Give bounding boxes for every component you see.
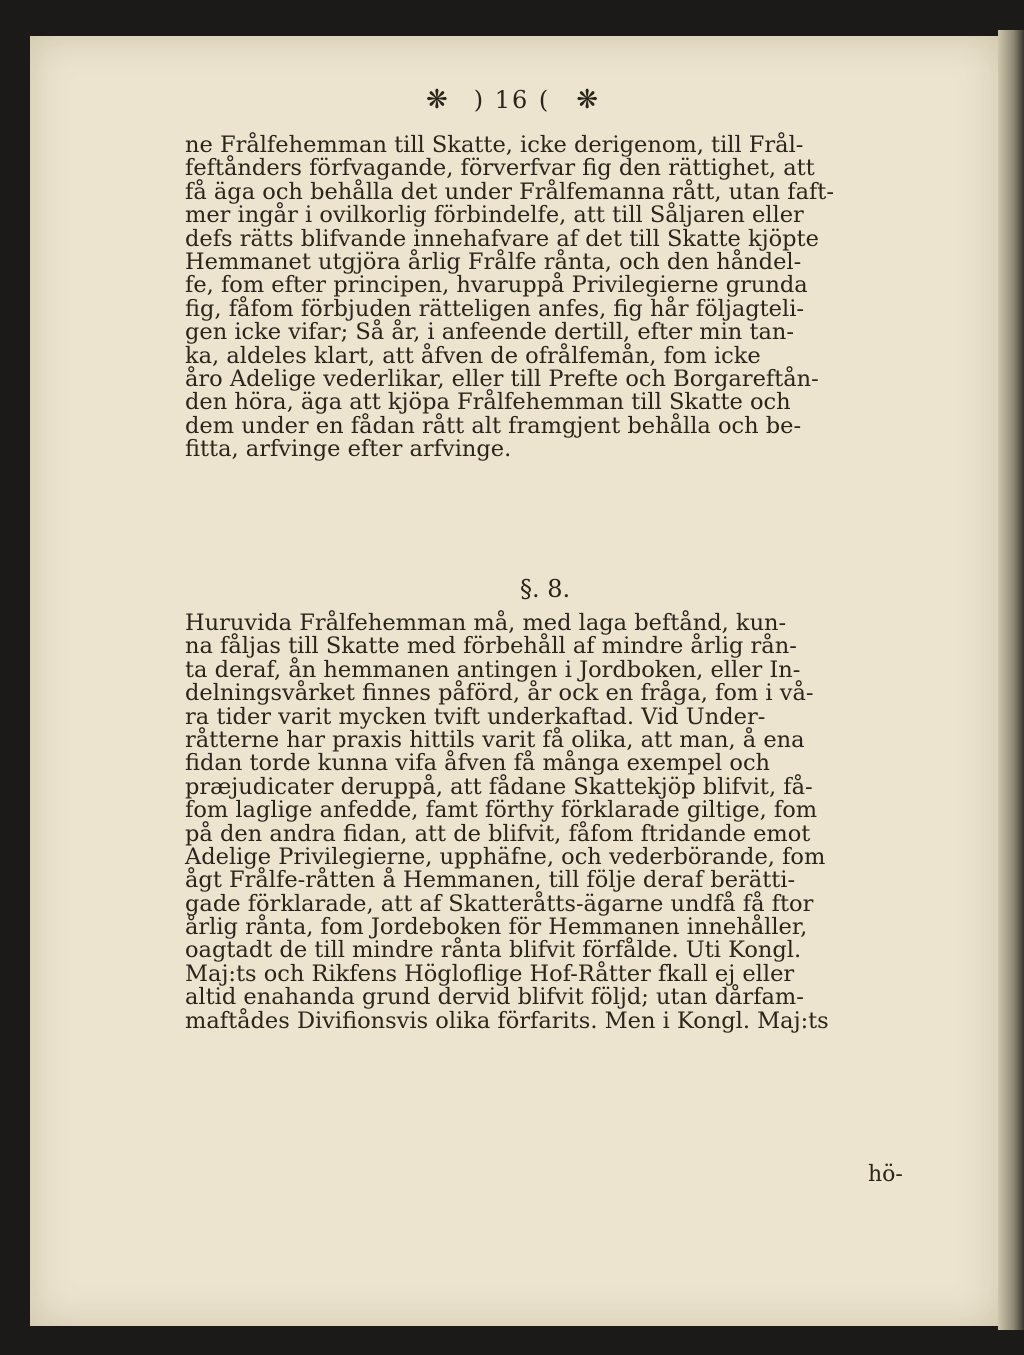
text-line: den höra, äga att kjöpa Frålfehemman till Skatte och bbox=[185, 389, 791, 416]
text-line: råtterne har praxis hittils varit få olika, att man, å ena bbox=[185, 726, 805, 753]
text-line: mer ingår i ovilkorlig förbindelfe, att till Såljaren eller bbox=[185, 202, 804, 229]
text-line: delningsvårket finnes påförd, år ock en fråga, fom i vå- bbox=[185, 680, 814, 707]
text-line: feftånders förfvagande, förverfvar fig den rättighet, att bbox=[185, 155, 815, 182]
text-line: ågt Frålfe-råtten å Hemmanen, till följe deraf berätti- bbox=[185, 867, 796, 894]
text-line: na fåljas till Skatte med förbehåll af mindre årlig rån- bbox=[185, 633, 797, 660]
text-line: på den andra fidan, att de blifvit, fåfom ftridande emot bbox=[185, 820, 811, 847]
text-line: ra tider varit mycken tvift underkaftad. Vid Under- bbox=[185, 703, 766, 730]
text-line: årlig rånta, fom Jordeboken för Hemmanen innehåller, bbox=[185, 914, 808, 941]
text-line: Adelige Privilegierne, upphäfne, och vederbörande, fom bbox=[185, 843, 826, 870]
page-edge bbox=[998, 30, 1024, 1330]
page-number: ) 16 ( bbox=[473, 86, 551, 114]
text-line: fitta, arfvinge efter arfvinge. bbox=[185, 436, 512, 463]
text-line: dem under en fådan rått alt framgjent behålla och be- bbox=[185, 412, 802, 439]
text-line: maftådes Divifionsvis olika förfarits. Men i Kongl. Maj:ts bbox=[185, 1007, 829, 1034]
section-heading: §. 8. bbox=[520, 575, 571, 603]
right-ornament-icon: ❋ bbox=[576, 85, 599, 115]
text-line: præjudicater deruppå, att fådane Skattekjöp blifvit, få- bbox=[185, 773, 813, 800]
text-line: åro Adelige vederlikar, eller till Prefte och Borgareftån- bbox=[185, 365, 819, 392]
text-line: fe, fom efter principen, hvaruppå Privilegierne grunda bbox=[185, 272, 808, 299]
left-ornament-icon: ❋ bbox=[425, 85, 448, 115]
text-line: fig, fåfom förbjuden rätteligen anfes, fig hår följagteli- bbox=[185, 295, 804, 322]
text-line: gade förklarade, att af Skatteråtts-ägarne undfå få ftor bbox=[185, 890, 814, 917]
text-line: Maj:ts och Rikfens Högloflige Hof-Råtter fkall ej eller bbox=[185, 960, 795, 987]
text-line: altid enahanda grund dervid blifvit följd; utan dårfam- bbox=[185, 984, 804, 1011]
text-line: ka, aldeles klart, att åfven de ofrålfemån, fom icke bbox=[185, 342, 761, 369]
paragraph-1 bbox=[185, 134, 920, 461]
text-line: defs rätts blifvande innehafvare af det till Skatte kjöpte bbox=[185, 225, 819, 252]
page-header bbox=[0, 86, 1024, 114]
text-line: Hemmanet utgjöra årlig Frålfe rånta, och den håndel- bbox=[185, 248, 802, 275]
text-line: ne Frålfehemman till Skatte, icke derigenom, till Frål- bbox=[185, 132, 804, 158]
text-line: ta deraf, ån hemmanen antingen i Jordboken, eller In- bbox=[185, 656, 801, 683]
text-line: fom laglige anfedde, famt förthy förklarade giltige, fom bbox=[185, 797, 818, 824]
catchword: hö- bbox=[868, 1162, 903, 1187]
text-line: få äga och behålla det under Frålfemanna rått, utan faft- bbox=[185, 178, 834, 205]
text-line: fidan torde kunna vifa åfven få många exempel och bbox=[185, 750, 771, 777]
paragraph-2 bbox=[185, 612, 920, 1033]
text-line: oagtadt de till mindre rånta blifvit förfålde. Uti Kongl. bbox=[185, 937, 802, 964]
text-line: gen icke vifar; Så år, i anfeende dertill, efter min tan- bbox=[185, 319, 794, 346]
text-line: Huruvida Frålfehemman må, med laga beftånd, kun- bbox=[185, 610, 787, 636]
